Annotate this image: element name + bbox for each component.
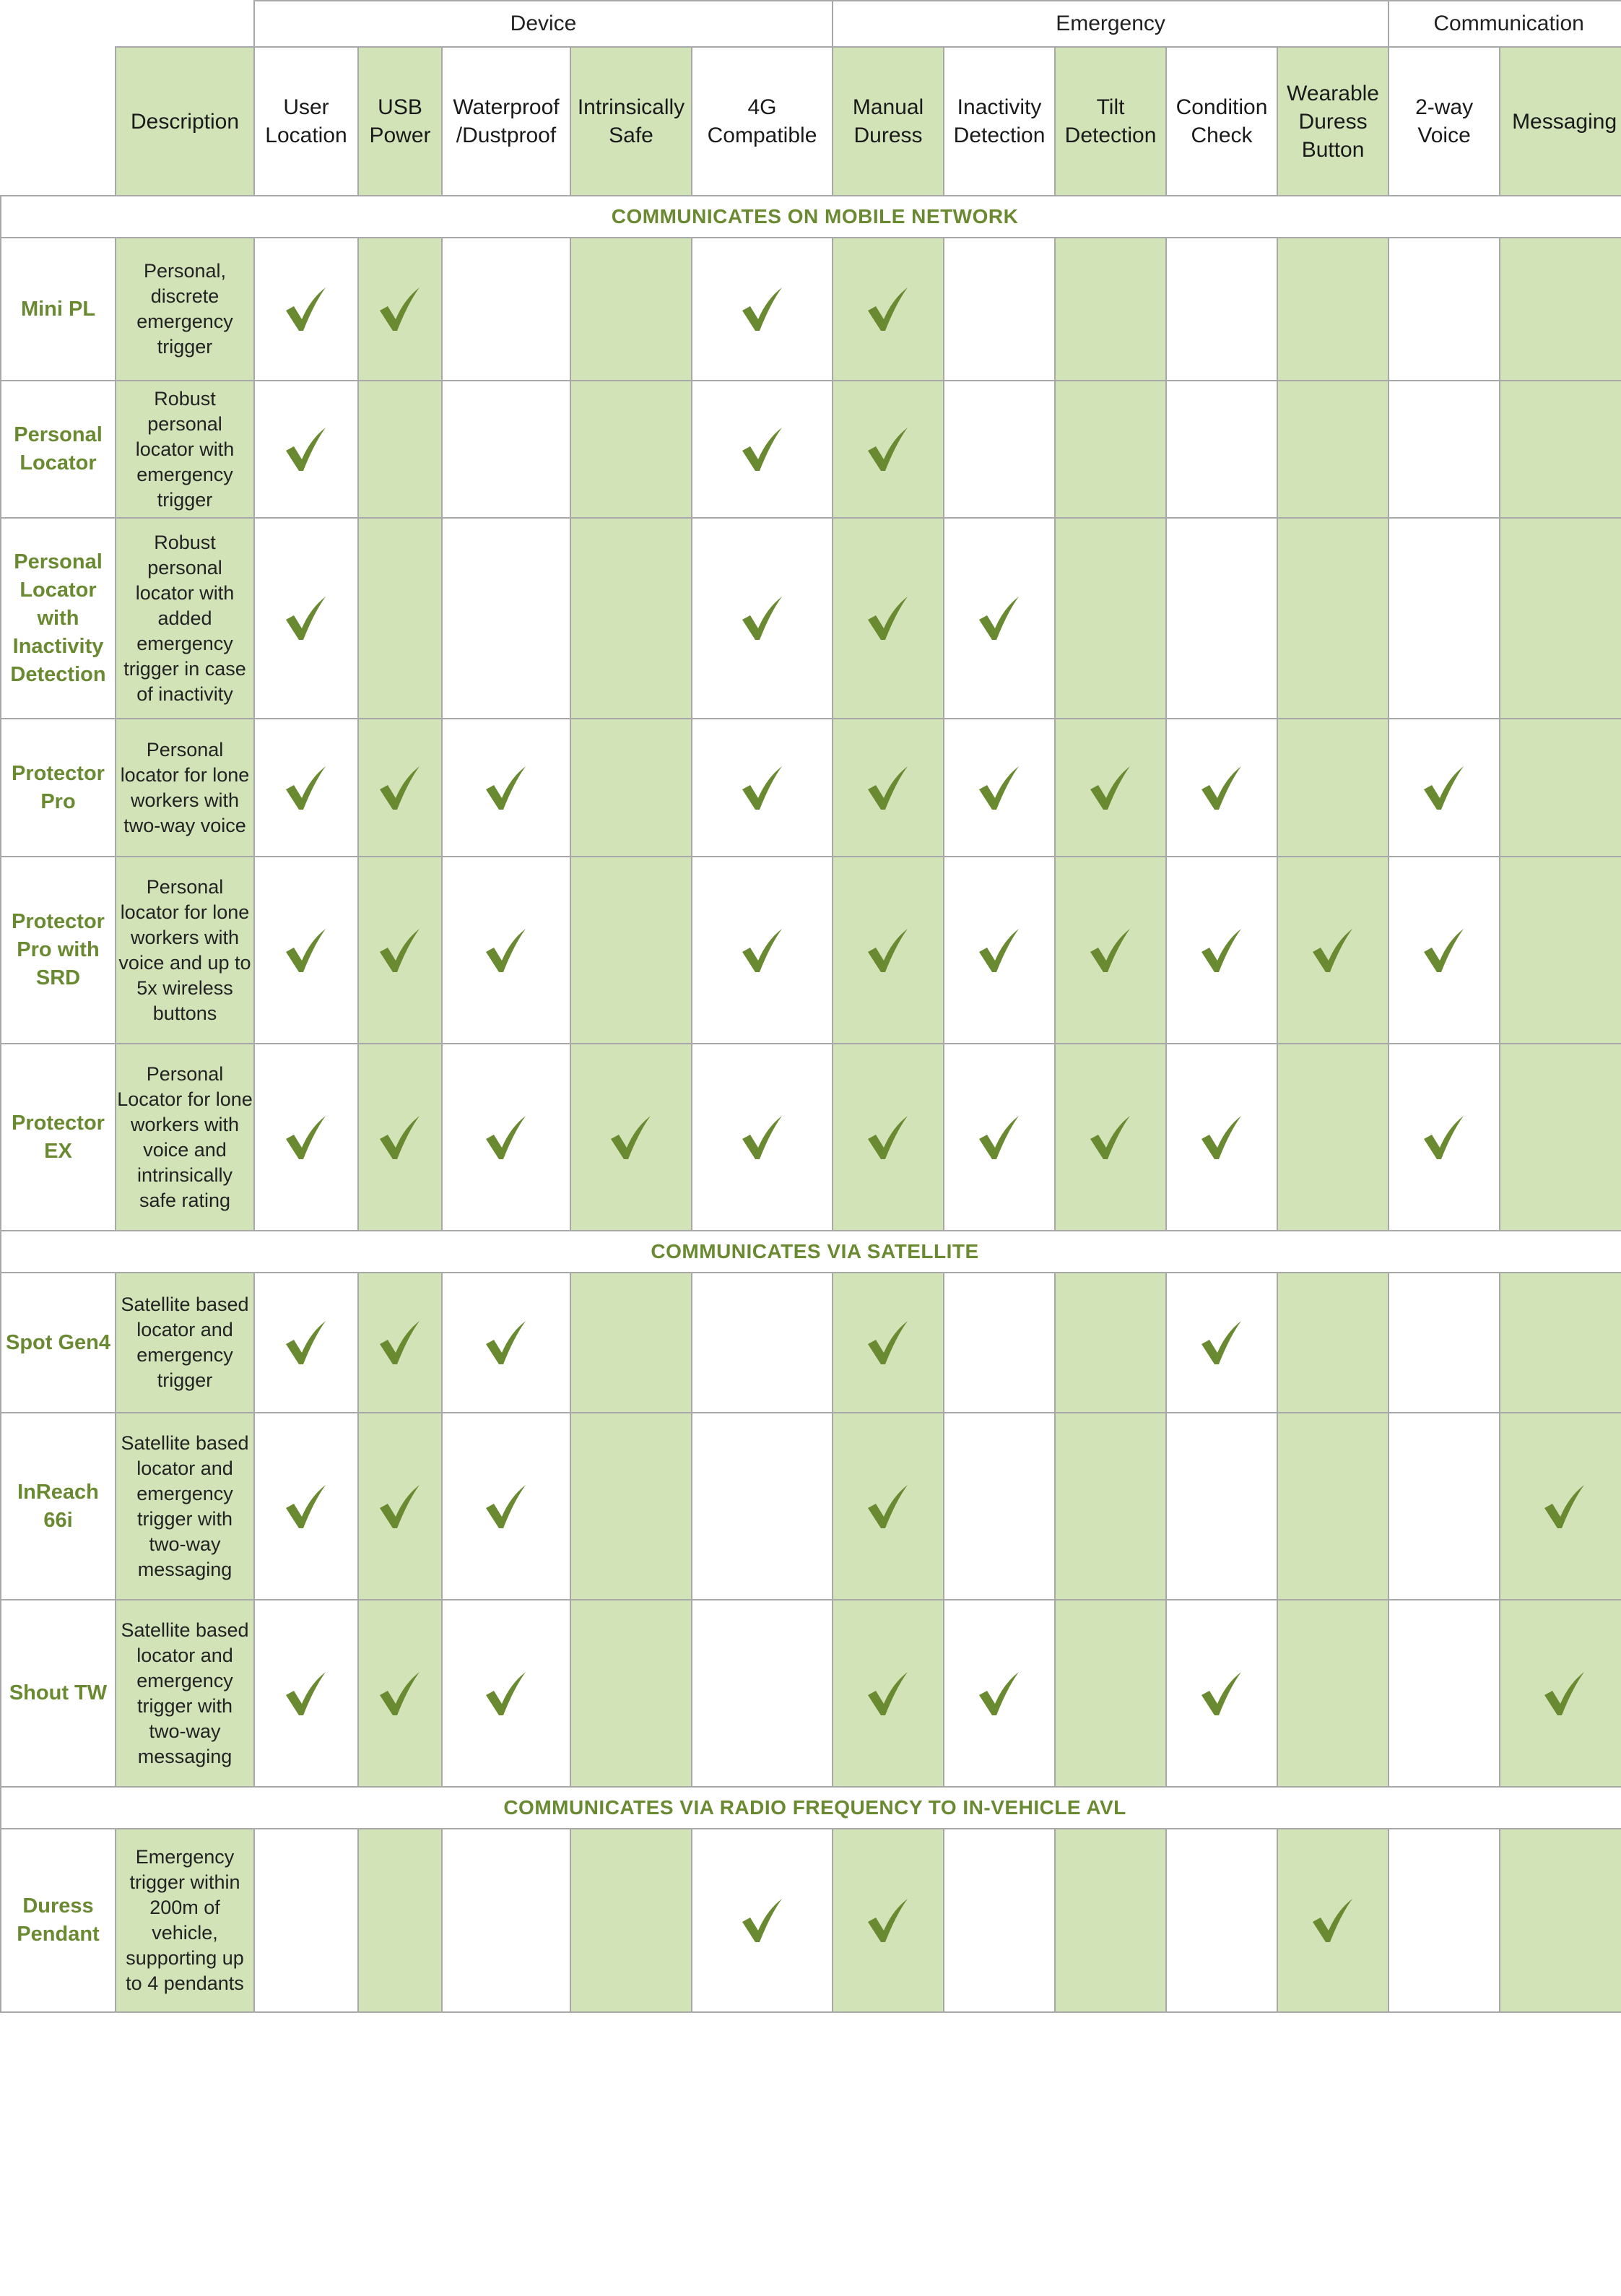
checkmark-icon — [866, 1114, 911, 1161]
feature-cell-usb-power — [358, 238, 442, 381]
checkmark-icon — [378, 765, 422, 811]
feature-cell-usb-power — [358, 857, 442, 1044]
product-row — [1, 1600, 1621, 1787]
checkmark-icon — [740, 595, 785, 641]
checkmark-icon — [378, 1320, 422, 1366]
checkmark-icon — [284, 765, 329, 811]
feature-cell-condition-check — [1166, 1044, 1277, 1231]
product-description: Satellite based locator and emergency trigger — [116, 1273, 254, 1413]
checkmark-icon — [1199, 1671, 1244, 1717]
col-messaging: Messaging — [1500, 47, 1621, 196]
product-row — [1, 1413, 1621, 1600]
feature-cell-compatible-4g — [692, 857, 833, 1044]
checkmark-icon — [977, 765, 1022, 811]
checkmark-icon — [378, 1483, 422, 1530]
checkmark-icon — [977, 595, 1022, 641]
feature-cell-wearable-duress-button — [1277, 518, 1389, 719]
feature-cell-compatible-4g — [692, 1044, 833, 1231]
checkmark-icon — [1542, 1483, 1587, 1530]
feature-cell-compatible-4g — [692, 1829, 833, 2012]
feature-cell-user-location — [254, 518, 358, 719]
feature-cell-two-way-voice — [1389, 1600, 1500, 1787]
feature-cell-messaging — [1500, 518, 1621, 719]
feature-cell-tilt-detection — [1055, 719, 1166, 857]
product-row — [1, 1044, 1621, 1231]
feature-cell-waterproof — [442, 518, 570, 719]
checkmark-icon — [484, 765, 529, 811]
feature-cell-user-location — [254, 1829, 358, 2012]
feature-cell-intrinsically-safe — [570, 1044, 692, 1231]
product-name: Protector Pro with SRD — [1, 857, 116, 1044]
product-row — [1, 1829, 1621, 2012]
checkmark-icon — [1422, 1114, 1466, 1161]
feature-cell-user-location — [254, 857, 358, 1044]
product-row — [1, 857, 1621, 1044]
feature-cell-inactivity-detection — [944, 719, 1055, 857]
checkmark-icon — [378, 286, 422, 332]
feature-cell-usb-power — [358, 1413, 442, 1600]
feature-cell-intrinsically-safe — [570, 857, 692, 1044]
checkmark-icon — [977, 1114, 1022, 1161]
feature-cell-inactivity-detection — [944, 1044, 1055, 1231]
feature-cell-messaging — [1500, 857, 1621, 1044]
feature-cell-manual-duress — [833, 518, 944, 719]
feature-cell-wearable-duress-button — [1277, 857, 1389, 1044]
product-description: Emergency trigger within 200m of vehicle, supporting up to 4 pendants — [116, 1829, 254, 2012]
feature-cell-messaging — [1500, 1829, 1621, 2012]
feature-cell-manual-duress — [833, 719, 944, 857]
checkmark-icon — [1311, 1897, 1355, 1944]
col-manual-duress: Manual Duress — [833, 47, 944, 196]
checkmark-icon — [866, 1897, 911, 1944]
feature-cell-waterproof — [442, 381, 570, 518]
checkmark-icon — [740, 927, 785, 974]
product-description: Satellite based locator and emergency trigger with two-way messaging — [116, 1413, 254, 1600]
checkmark-icon — [1311, 927, 1355, 974]
feature-cell-compatible-4g — [692, 1273, 833, 1413]
checkmark-icon — [740, 765, 785, 811]
feature-cell-two-way-voice — [1389, 238, 1500, 381]
feature-cell-condition-check — [1166, 381, 1277, 518]
feature-cell-user-location — [254, 381, 358, 518]
feature-cell-condition-check — [1166, 857, 1277, 1044]
feature-cell-waterproof — [442, 1044, 570, 1231]
feature-cell-tilt-detection — [1055, 1413, 1166, 1600]
feature-cell-inactivity-detection — [944, 1829, 1055, 2012]
feature-cell-waterproof — [442, 238, 570, 381]
checkmark-icon — [1422, 765, 1466, 811]
checkmark-icon — [1199, 927, 1244, 974]
col-tilt-detection: Tilt Detection — [1055, 47, 1166, 196]
checkmark-icon — [740, 426, 785, 472]
col-condition-check: Condition Check — [1166, 47, 1277, 196]
group-communication: Communication — [1389, 1, 1621, 47]
feature-cell-usb-power — [358, 1273, 442, 1413]
feature-cell-usb-power — [358, 719, 442, 857]
product-name: Protector EX — [1, 1044, 116, 1231]
checkmark-icon — [740, 286, 785, 332]
checkmark-icon — [284, 595, 329, 641]
checkmark-icon — [378, 1114, 422, 1161]
checkmark-icon — [1542, 1671, 1587, 1717]
feature-cell-intrinsically-safe — [570, 238, 692, 381]
product-name: Protector Pro — [1, 719, 116, 857]
checkmark-icon — [484, 1483, 529, 1530]
feature-cell-two-way-voice — [1389, 518, 1500, 719]
checkmark-icon — [1199, 1320, 1244, 1366]
product-description: Personal Locator for lone workers with voice and intrinsically safe rating — [116, 1044, 254, 1231]
checkmark-icon — [866, 286, 911, 332]
product-row — [1, 381, 1621, 518]
checkmark-icon — [1088, 1114, 1133, 1161]
feature-cell-tilt-detection — [1055, 1273, 1166, 1413]
checkmark-icon — [284, 1483, 329, 1530]
section-title: COMMUNICATES VIA SATELLITE — [1, 1231, 1621, 1273]
feature-cell-two-way-voice — [1389, 719, 1500, 857]
feature-cell-condition-check — [1166, 1273, 1277, 1413]
checkmark-icon — [740, 1897, 785, 1944]
feature-cell-intrinsically-safe — [570, 518, 692, 719]
product-row — [1, 518, 1621, 719]
col-intrinsically-safe: Intrinsically Safe — [570, 47, 692, 196]
feature-cell-two-way-voice — [1389, 1829, 1500, 2012]
feature-cell-two-way-voice — [1389, 1044, 1500, 1231]
feature-cell-two-way-voice — [1389, 857, 1500, 1044]
product-description: Satellite based locator and emergency trigger with two-way messaging — [116, 1600, 254, 1787]
feature-cell-compatible-4g — [692, 1600, 833, 1787]
feature-cell-condition-check — [1166, 719, 1277, 857]
feature-cell-wearable-duress-button — [1277, 1044, 1389, 1231]
feature-cell-tilt-detection — [1055, 381, 1166, 518]
feature-cell-messaging — [1500, 381, 1621, 518]
checkmark-icon — [484, 927, 529, 974]
checkmark-icon — [284, 286, 329, 332]
col-description: Description — [116, 47, 254, 196]
checkmark-icon — [484, 1671, 529, 1717]
section-header-row — [1, 1231, 1621, 1273]
feature-cell-manual-duress — [833, 857, 944, 1044]
feature-cell-user-location — [254, 238, 358, 381]
feature-cell-compatible-4g — [692, 1413, 833, 1600]
feature-cell-waterproof — [442, 1413, 570, 1600]
feature-cell-wearable-duress-button — [1277, 1600, 1389, 1787]
feature-cell-inactivity-detection — [944, 1600, 1055, 1787]
feature-cell-waterproof — [442, 1829, 570, 2012]
checkmark-icon — [866, 1671, 911, 1717]
feature-cell-wearable-duress-button — [1277, 1413, 1389, 1600]
feature-cell-inactivity-detection — [944, 381, 1055, 518]
feature-cell-inactivity-detection — [944, 518, 1055, 719]
feature-cell-usb-power — [358, 1044, 442, 1231]
feature-cell-messaging — [1500, 719, 1621, 857]
feature-cell-two-way-voice — [1389, 1273, 1500, 1413]
product-name: Personal Locator — [1, 381, 116, 518]
col-inactivity-detection: Inactivity Detection — [944, 47, 1055, 196]
feature-cell-intrinsically-safe — [570, 719, 692, 857]
col-4g-compatible: 4G Compatible — [692, 47, 833, 196]
feature-cell-inactivity-detection — [944, 857, 1055, 1044]
product-name: InReach 66i — [1, 1413, 116, 1600]
checkmark-icon — [866, 765, 911, 811]
feature-cell-tilt-detection — [1055, 1829, 1166, 2012]
group-device: Device — [254, 1, 833, 47]
feature-cell-inactivity-detection — [944, 1413, 1055, 1600]
feature-cell-manual-duress — [833, 1413, 944, 1600]
feature-cell-messaging — [1500, 1273, 1621, 1413]
column-header-row — [1, 47, 1621, 196]
checkmark-icon — [1199, 1114, 1244, 1161]
feature-cell-manual-duress — [833, 238, 944, 381]
feature-cell-tilt-detection — [1055, 1600, 1166, 1787]
feature-cell-tilt-detection — [1055, 238, 1166, 381]
section-title: COMMUNICATES ON MOBILE NETWORK — [1, 196, 1621, 238]
feature-cell-condition-check — [1166, 518, 1277, 719]
product-row — [1, 719, 1621, 857]
feature-cell-intrinsically-safe — [570, 381, 692, 518]
corner-blank — [1, 1, 254, 47]
feature-cell-usb-power — [358, 1600, 442, 1787]
feature-cell-waterproof — [442, 857, 570, 1044]
feature-cell-inactivity-detection — [944, 238, 1055, 381]
feature-cell-manual-duress — [833, 1600, 944, 1787]
feature-cell-compatible-4g — [692, 719, 833, 857]
checkmark-icon — [484, 1320, 529, 1366]
checkmark-icon — [1088, 765, 1133, 811]
feature-cell-two-way-voice — [1389, 1413, 1500, 1600]
feature-cell-intrinsically-safe — [570, 1273, 692, 1413]
checkmark-icon — [1422, 927, 1466, 974]
group-header-row — [1, 1, 1621, 47]
product-name: Personal Locator with Inactivity Detection — [1, 518, 116, 719]
section-header-row — [1, 196, 1621, 238]
feature-cell-user-location — [254, 719, 358, 857]
feature-cell-manual-duress — [833, 381, 944, 518]
checkmark-icon — [609, 1114, 653, 1161]
checkmark-icon — [1199, 765, 1244, 811]
product-name: Spot Gen4 — [1, 1273, 116, 1413]
product-description: Personal locator for lone workers with two-way voice — [116, 719, 254, 857]
col-wearable-duress-button: Wearable Duress Button — [1277, 47, 1389, 196]
feature-cell-wearable-duress-button — [1277, 719, 1389, 857]
feature-cell-intrinsically-safe — [570, 1413, 692, 1600]
feature-cell-inactivity-detection — [944, 1273, 1055, 1413]
feature-cell-waterproof — [442, 1273, 570, 1413]
product-description: Personal locator for lone workers with voice and up to 5x wireless buttons — [116, 857, 254, 1044]
group-emergency: Emergency — [833, 1, 1389, 47]
feature-cell-two-way-voice — [1389, 381, 1500, 518]
feature-cell-usb-power — [358, 381, 442, 518]
checkmark-icon — [866, 595, 911, 641]
feature-cell-wearable-duress-button — [1277, 1273, 1389, 1413]
checkmark-icon — [866, 927, 911, 974]
feature-cell-intrinsically-safe — [570, 1600, 692, 1787]
feature-cell-wearable-duress-button — [1277, 238, 1389, 381]
checkmark-icon — [284, 927, 329, 974]
feature-cell-tilt-detection — [1055, 518, 1166, 719]
feature-cell-tilt-detection — [1055, 1044, 1166, 1231]
checkmark-icon — [740, 1114, 785, 1161]
product-row — [1, 238, 1621, 381]
checkmark-icon — [284, 1671, 329, 1717]
checkmark-icon — [866, 1320, 911, 1366]
feature-cell-messaging — [1500, 238, 1621, 381]
col-usb-power: USB Power — [358, 47, 442, 196]
product-row — [1, 1273, 1621, 1413]
product-name: Shout TW — [1, 1600, 116, 1787]
checkmark-icon — [378, 927, 422, 974]
feature-cell-messaging — [1500, 1044, 1621, 1231]
checkmark-icon — [866, 1483, 911, 1530]
feature-cell-usb-power — [358, 1829, 442, 2012]
feature-cell-manual-duress — [833, 1044, 944, 1231]
corner-blank-2 — [1, 47, 116, 196]
product-name: Duress Pendant — [1, 1829, 116, 2012]
checkmark-icon — [284, 1320, 329, 1366]
section-header-row — [1, 1787, 1621, 1829]
feature-cell-wearable-duress-button — [1277, 381, 1389, 518]
feature-cell-compatible-4g — [692, 518, 833, 719]
col-waterproof: Waterproof /Dustproof — [442, 47, 570, 196]
feature-cell-compatible-4g — [692, 381, 833, 518]
feature-cell-user-location — [254, 1044, 358, 1231]
product-description: Personal, discrete emergency trigger — [116, 238, 254, 381]
checkmark-icon — [284, 1114, 329, 1161]
feature-cell-condition-check — [1166, 1600, 1277, 1787]
feature-cell-waterproof — [442, 1600, 570, 1787]
feature-cell-manual-duress — [833, 1273, 944, 1413]
checkmark-icon — [977, 1671, 1022, 1717]
feature-cell-waterproof — [442, 719, 570, 857]
checkmark-icon — [866, 426, 911, 472]
col-user-location: User Location — [254, 47, 358, 196]
feature-cell-tilt-detection — [1055, 857, 1166, 1044]
checkmark-icon — [484, 1114, 529, 1161]
feature-cell-condition-check — [1166, 1413, 1277, 1600]
product-description: Robust personal locator with emergency trigger — [116, 381, 254, 518]
feature-cell-manual-duress — [833, 1829, 944, 2012]
feature-cell-condition-check — [1166, 238, 1277, 381]
product-description: Robust personal locator with added emergency trigger in case of inactivity — [116, 518, 254, 719]
section-title: COMMUNICATES VIA RADIO FREQUENCY TO IN-VEHICLE AVL — [1, 1787, 1621, 1829]
checkmark-icon — [1088, 927, 1133, 974]
feature-cell-wearable-duress-button — [1277, 1829, 1389, 2012]
feature-cell-condition-check — [1166, 1829, 1277, 2012]
feature-cell-compatible-4g — [692, 238, 833, 381]
checkmark-icon — [378, 1671, 422, 1717]
feature-cell-user-location — [254, 1273, 358, 1413]
feature-cell-user-location — [254, 1413, 358, 1600]
feature-cell-intrinsically-safe — [570, 1829, 692, 2012]
feature-cell-messaging — [1500, 1600, 1621, 1787]
checkmark-icon — [284, 426, 329, 472]
col-2-way-voice: 2-way Voice — [1389, 47, 1500, 196]
feature-cell-user-location — [254, 1600, 358, 1787]
feature-cell-messaging — [1500, 1413, 1621, 1600]
checkmark-icon — [977, 927, 1022, 974]
product-name: Mini PL — [1, 238, 116, 381]
feature-cell-usb-power — [358, 518, 442, 719]
